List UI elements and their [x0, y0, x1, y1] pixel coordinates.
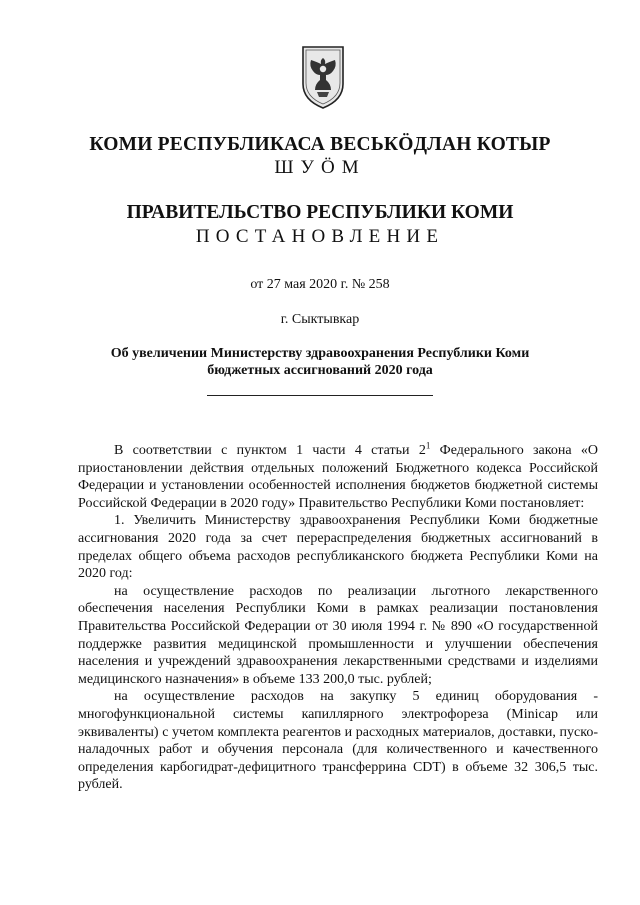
document-body: [78, 442, 598, 794]
subject-underline: [207, 395, 433, 396]
organization-title: ПРАВИТЕЛЬСТВО РЕСПУБЛИКИ КОМИ: [126, 202, 514, 223]
subject-line-2: бюджетных ассигнований 2020 года: [207, 363, 433, 378]
date-number-line: от 27 мая 2020 г. № 258: [250, 277, 390, 292]
paragraph-preamble: [78, 442, 598, 512]
preamble-text-end: Федерального закона «О приостановлении действия отдельных положений Бюджетного кодекса Российской Федерации и установлении особенностей исполнения бюджетов бюджетной системы Российской Федерации в 2020 году» Правительство Республики Коми постановляет:: [78, 443, 598, 511]
coat-of-arms-emblem: [300, 44, 346, 110]
document-type: ПОСТАНОВЛЕНИЕ: [195, 226, 445, 247]
city-line: г. Сыктывкар: [280, 312, 360, 327]
paragraph-item-1: 1. Увеличить Министерству здравоохранения Республики Коми бюджетные ассигнования 2020 года за счет перераспределения бюджетных ассигнований в пределах общего объема расходов республиканского бюджета Республики Коми на 2020 год:: [78, 513, 598, 582]
komi-document-type: ШУÖМ: [274, 157, 366, 178]
article-superscript: 1: [425, 440, 431, 451]
preamble-text-start: В соответствии с пунктом 1 части 4 статьи 2: [114, 443, 426, 458]
komi-organization-title: КОМИ РЕСПУБЛИКАСА ВЕСЬКÖДЛАН КОТЫР: [89, 134, 551, 155]
paragraph-drug-provision: на осуществление расходов по реализации льготного лекарственного обеспечения населения Республики Коми в рамках реализации постановления Правительства Российской Федерации от 30 июля 1994 г. № 890 «О государственной поддержке развития медицинской промышленности и улучшении обеспечения населения и учреждений здравоохранения лекарственными средствами и изделиями медицинского назначения» в объеме 133 200,0 тыс. рублей;: [78, 583, 598, 687]
document-subject: [90, 345, 550, 379]
subject-line-1: Об увеличении Министерству здравоохранения Республики Коми: [110, 346, 530, 361]
paragraph-equipment-purchase: на осуществление расходов на закупку 5 единиц оборудования - многофункциональной системы капиллярного электрофореза (Minicap или эквиваленты) с учетом комплекта реагентов и расходных материалов, доставки, пуско-наладочных работ и обучения персонала (для количественного и качественного определения карбогидрат-дефицитного трансферрина CDT) в объеме 32 306,5 тыс. рублей.: [78, 689, 598, 793]
